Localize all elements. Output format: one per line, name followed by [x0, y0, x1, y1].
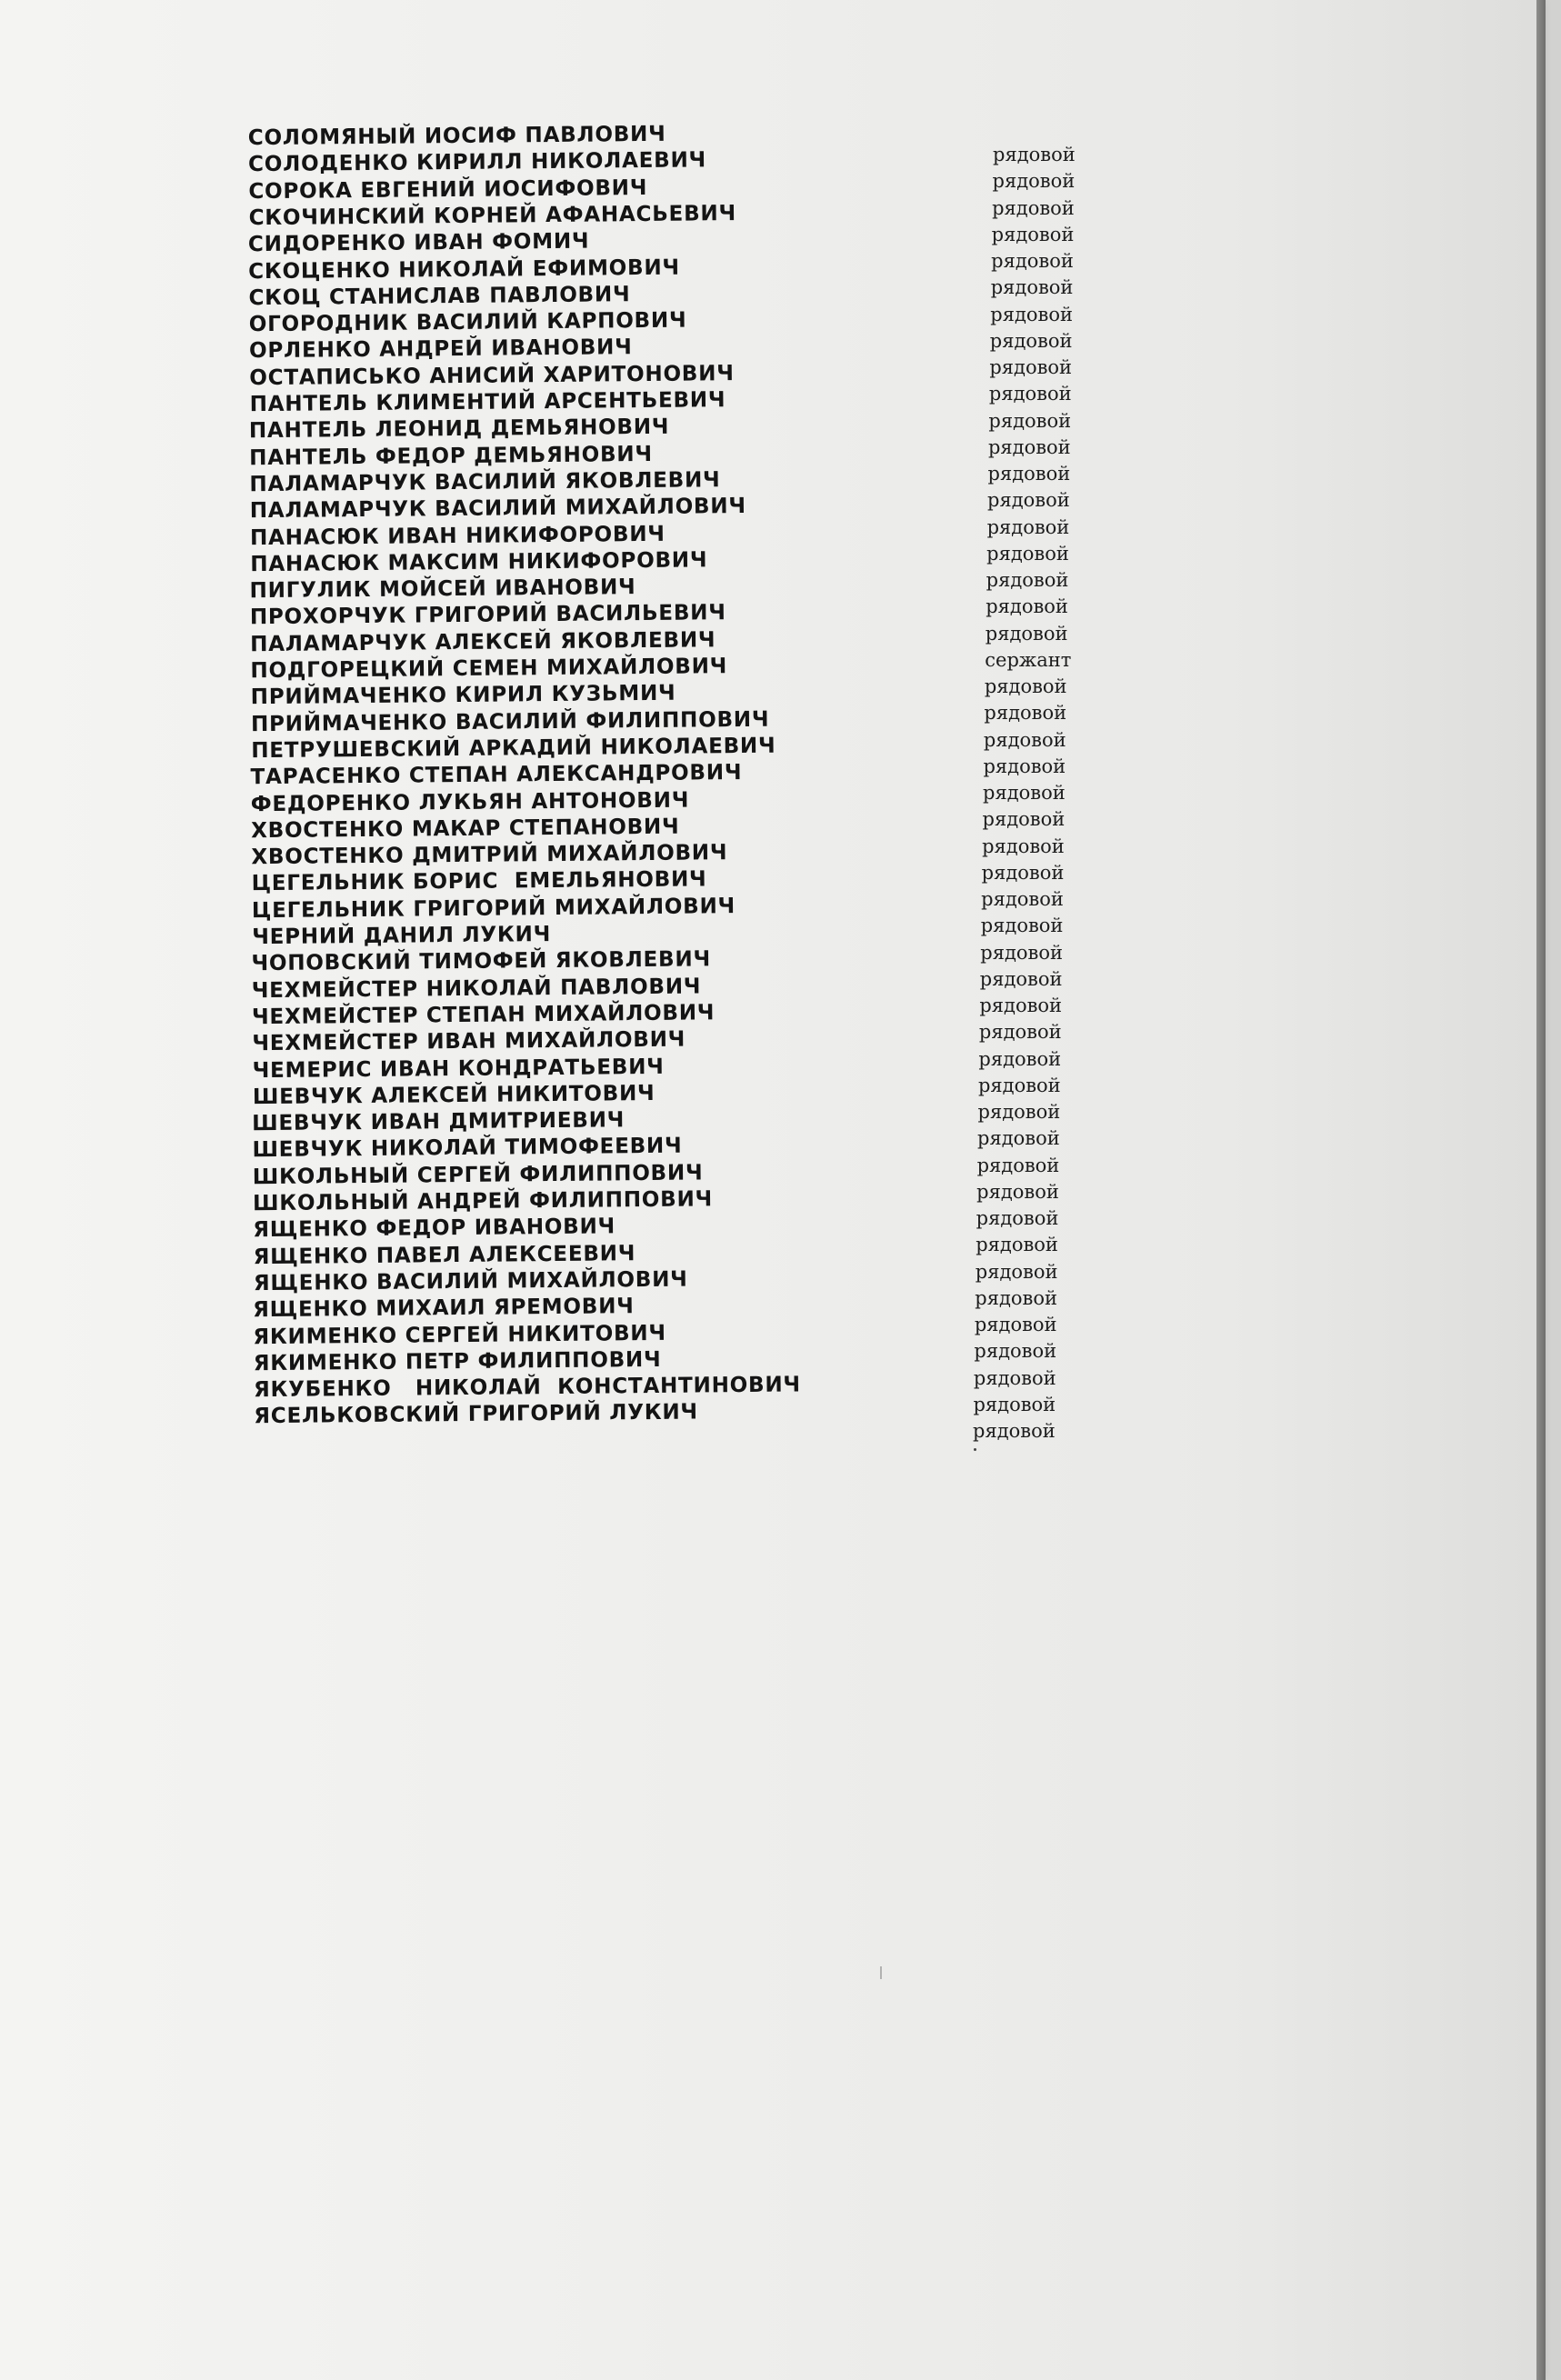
roster-rank: рядовой [987, 435, 1071, 458]
roster-rank: рядовой [986, 515, 1070, 538]
roster-rank: рядовой [985, 622, 1068, 645]
roster-name: ОРЛЕНКО АНДРЕЙ ИВАНОВИЧ [248, 334, 633, 364]
roster-rank: рядовой [991, 223, 1075, 245]
roster-rank: рядовой [981, 861, 1065, 884]
roster-rank: рядовой [975, 1286, 1058, 1309]
roster-name: ПАНТЕЛЬ ЛЕОНИД ДЕМЬЯНОВИЧ [249, 414, 670, 444]
roster-name: ПАНТЕЛЬ ФЕДОР ДЕМЬЯНОВИЧ [249, 440, 654, 470]
roster-name: СКОЧИНСКИЙ КОРНЕЙ АФАНАСЬЕВИЧ [248, 199, 736, 231]
roster-name: ЦЕГЕЛЬНИК ГРИГОРИЙ МИХАЙЛОВИЧ [251, 892, 735, 923]
roster-name: ПРИЙМАЧЕНКО ВАСИЛИЙ ФИЛИППОВИЧ [250, 705, 770, 736]
roster-name: ШКОЛЬНЫЙ АНДРЕЙ ФИЛИППОВИЧ [252, 1185, 714, 1216]
roster-name: ПРОХОРЧУК ГРИГОРИЙ ВАСИЛЬЕВИЧ [250, 599, 727, 630]
roster-rank: рядовой [979, 967, 1063, 990]
roster-rank: рядовой [986, 595, 1068, 618]
roster-name: ФЕДОРЕНКО ЛУКЬЯН АНТОНОВИЧ [250, 786, 690, 816]
roster-name: ЯЩЕНКО ВАСИЛИЙ МИХАЙЛОВИЧ [253, 1265, 688, 1296]
roster-name: СОЛОДЕНКО КИРИЛЛ НИКОЛАЕВИЧ [247, 146, 706, 177]
roster-rank: рядовой [980, 915, 1064, 937]
paper-mark [880, 1966, 882, 1979]
roster-name: СКОЦЕНКО НИКОЛАЙ ЕФИМОВИЧ [248, 254, 681, 284]
roster-rank: рядовой [992, 170, 1076, 193]
roster-name: ПЕТРУШЕВСКИЙ АРКАДИЙ НИКОЛАЕВИЧ [250, 732, 776, 764]
roster-rank: рядовой [983, 728, 1066, 751]
roster-rank: рядовой [976, 1207, 1059, 1229]
roster-rank: рядовой [986, 542, 1069, 565]
roster-rank: рядовой [978, 1047, 1062, 1070]
roster-name: ЯЩЕНКО ФЕДОР ИВАНОВИЧ [253, 1213, 615, 1243]
roster-rank: рядовой [987, 463, 1071, 485]
roster-name: ЦЕГЕЛЬНИК БОРИС ЕМЕЛЬЯНОВИЧ [251, 865, 707, 896]
roster-name: ШЕВЧУК НИКОЛАЙ ТИМОФЕЕВИЧ [252, 1133, 683, 1163]
roster-rank: рядовой [980, 941, 1063, 964]
roster-rank: рядовой [990, 303, 1073, 325]
roster-rank: рядовой [982, 835, 1065, 857]
roster-rank: рядовой [974, 1340, 1057, 1363]
roster-name: ЧОПОВСКИЙ ТИМОФЕЙ ЯКОВЛЕВИЧ [251, 945, 712, 976]
roster-rank: рядовой [977, 1127, 1060, 1150]
roster-name: СИДОРЕНКО ИВАН ФОМИЧ [248, 227, 590, 257]
roster-name: ЯКИМЕНКО ПЕТР ФИЛИППОВИЧ [253, 1345, 662, 1375]
roster-name: ПАЛАМАРЧУК АЛЕКСЕЙ ЯКОВЛЕВИЧ [250, 625, 716, 656]
roster-name: ХВОСТЕНКО ДМИТРИЙ МИХАЙЛОВИЧ [251, 839, 728, 870]
roster-name: ХВОСТЕНКО МАКАР СТЕПАНОВИЧ [251, 813, 680, 843]
roster-rank: рядовой [984, 702, 1067, 725]
roster-rank: рядовой [989, 356, 1073, 378]
roster-rank: рядовой [973, 1393, 1056, 1415]
roster-rank: рядовой [978, 1021, 1062, 1044]
roster-rank: рядовой [979, 995, 1063, 1016]
roster-rank: рядовой [992, 196, 1075, 219]
roster-rank: сержант [985, 648, 1072, 671]
roster-name: ПОДГОРЕЦКИЙ СЕМЕН МИХАЙЛОВИЧ [250, 653, 728, 684]
roster-rank: рядовой [977, 1101, 1061, 1123]
roster-rank: рядовой [974, 1314, 1057, 1335]
roster-name: ОГОРОДНИК ВАСИЛИЙ КАРПОВИЧ [248, 306, 687, 337]
roster-rank: рядовой [984, 675, 1067, 697]
roster-rank: рядовой [986, 569, 1069, 591]
roster-rank: рядовой [983, 782, 1066, 804]
roster-name: ТАРАСЕНКО СТЕПАН АЛЕКСАНДРОВИЧ [250, 759, 743, 790]
roster-rank: рядовой [991, 250, 1074, 272]
roster-name: ШЕВЧУК ИВАН ДМИТРИЕВИЧ [252, 1106, 625, 1136]
roster-rank: рядовой [988, 409, 1072, 432]
roster-name: ПАЛАМАРЧУК ВАСИЛИЙ ЯКОВЛЕВИЧ [249, 466, 721, 497]
roster-name: ПРИЙМАЧЕНКО КИРИЛ КУЗЬМИЧ [250, 679, 676, 710]
roster-rank: рядовой [975, 1260, 1058, 1283]
roster-name: ЯКУБЕНКО НИКОЛАЙ КОНСТАНТИНОВИЧ [253, 1371, 801, 1403]
roster-rank: рядовой [976, 1234, 1058, 1256]
roster-name: ЧЕХМЕЙСТЕР СТЕПАН МИХАЙЛОВИЧ [252, 999, 715, 1030]
roster-rank: рядовой [983, 755, 1066, 777]
roster-rank: рядовой [973, 1420, 1056, 1442]
roster-name: СКОЦ СТАНИСЛАВ ПАВЛОВИЧ [248, 280, 631, 310]
roster-rank: рядовой [981, 888, 1064, 910]
roster-name: ЯКИМЕНКО СЕРГЕЙ НИКИТОВИЧ [253, 1319, 667, 1349]
roster-rank: рядовой [993, 144, 1076, 165]
roster-rank: рядовой [977, 1074, 1061, 1096]
roster-name: ЧЕРНИЙ ДАНИЛ ЛУКИЧ [251, 921, 551, 950]
roster-rank: рядовой [976, 1154, 1060, 1176]
roster-name: ЧЕХМЕЙСТЕР НИКОЛАЙ ПАВЛОВИЧ [251, 973, 702, 1003]
roster-rank: рядовой [987, 489, 1070, 512]
roster-name: ОСТАПИСЬКО АНИСИЙ ХАРИТОНОВИЧ [248, 359, 735, 390]
roster-name: ШКОЛЬНЫЙ СЕРГЕЙ ФИЛИППОВИЧ [252, 1159, 704, 1189]
roster-name: ЧЕХМЕЙСТЕР ИВАН МИХАЙЛОВИЧ [252, 1025, 686, 1056]
ink-dot [974, 1448, 976, 1451]
roster-name: ЯЩЕНКО МИХАИЛ ЯРЕМОВИЧ [253, 1293, 635, 1323]
roster-name: ЧЕМЕРИС ИВАН КОНДРАТЬЕВИЧ [252, 1053, 665, 1083]
roster-name: ПИГУЛИК МОЙСЕЙ ИВАНОВИЧ [249, 574, 637, 604]
roster-name: ПАНАСЮК МАКСИМ НИКИФОРОВИЧ [249, 546, 708, 576]
roster-name: ШЕВЧУК АЛЕКСЕЙ НИКИТОВИЧ [252, 1079, 655, 1109]
roster-rank: рядовой [973, 1366, 1056, 1389]
roster-rank: рядовой [988, 383, 1072, 405]
roster-name: ЯЩЕНКО ПАВЕЛ АЛЕКСЕЕВИЧ [253, 1239, 635, 1269]
roster-name: ЯСЕЛЬКОВСКИЙ ГРИГОРИЙ ЛУКИЧ [253, 1398, 698, 1429]
roster-name: СОРОКА ЕВГЕНИЙ ИОСИФОВИЧ [247, 174, 648, 204]
roster-rank: рядовой [989, 329, 1073, 352]
roster-rank: рядовой [976, 1180, 1059, 1203]
roster-rank: рядовой [990, 276, 1074, 299]
roster-name: СОЛОМЯНЫЙ ИОСИФ ПАВЛОВИЧ [247, 120, 666, 151]
roster-name: ПАЛАМАРЧУК ВАСИЛИЙ МИХАЙЛОВИЧ [249, 493, 746, 524]
roster-rank: рядовой [982, 808, 1066, 831]
roster-name: ПАНАСЮК ИВАН НИКИФОРОВИЧ [249, 520, 665, 550]
roster-name: ПАНТЕЛЬ КЛИМЕНТИЙ АРСЕНТЬЕВИЧ [248, 386, 725, 417]
